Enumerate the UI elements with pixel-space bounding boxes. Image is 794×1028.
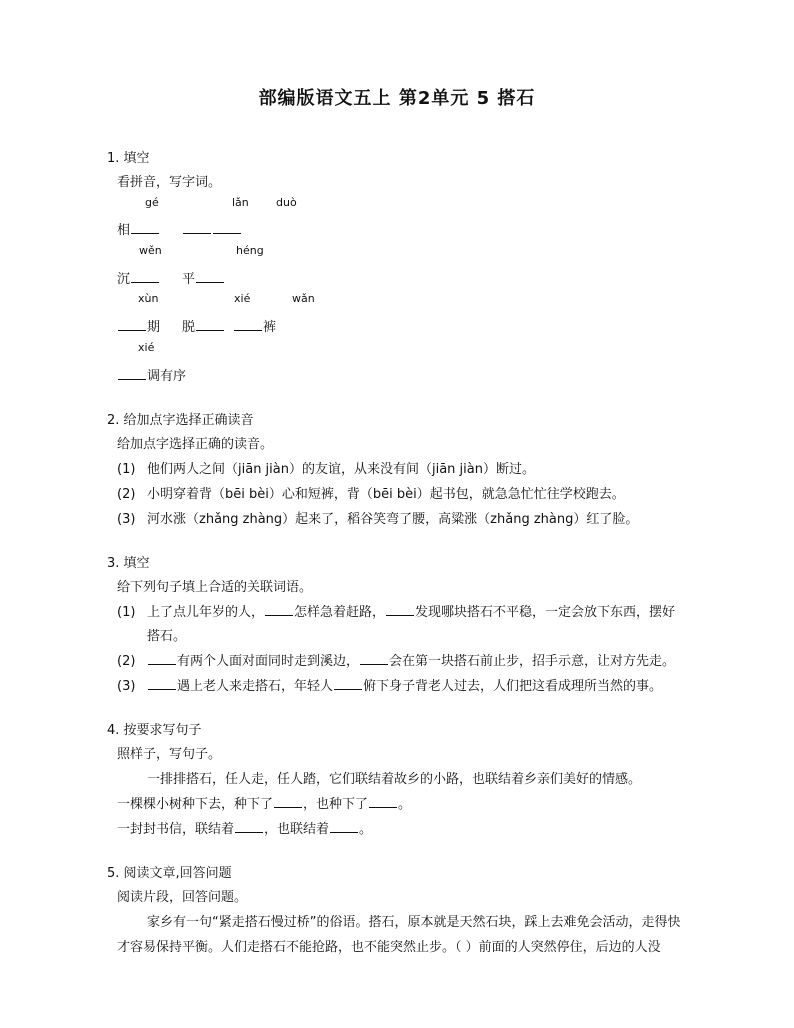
section-1-instruction: 看拼音，写字词。 bbox=[117, 175, 222, 190]
word-xiang: 相 bbox=[117, 223, 131, 238]
section-2-item-1: (1) 他们两人之间（jiān jiàn）的友谊，从来没有间（jiān jiàn）断过。 bbox=[117, 462, 535, 477]
section-4-line-2: 一封封书信，联结着 ，也联结着 。 bbox=[117, 822, 373, 837]
section-5-instruction: 阅读片段，回答问题。 bbox=[117, 890, 248, 905]
section-1-heading: 1. 填空 bbox=[107, 151, 150, 166]
blank-18[interactable] bbox=[235, 820, 263, 833]
blank-9[interactable] bbox=[118, 367, 146, 380]
section-5-passage-line-1: 家乡有一句“紧走搭石慢过桥”的俗语。搭石，原本就是天然石块，踩上去难免会活动，走得快 bbox=[147, 915, 681, 930]
section-5-passage-line-2: 才容易保持平衡。人们走搭石不能抢路，也不能突然止步。（ ）前面的人突然停住，后边的人没 bbox=[117, 940, 661, 955]
blank-8[interactable] bbox=[234, 318, 262, 331]
blank-4[interactable] bbox=[131, 270, 159, 283]
blank-1[interactable] bbox=[131, 221, 159, 234]
blank-19[interactable] bbox=[330, 820, 358, 833]
section-3-item-3: (3) 遇上老人来走搭石，年轻人 俯下身子背老人过去，人们把这看成理所当然的事。 bbox=[117, 679, 663, 694]
word-qi: 期 bbox=[147, 320, 161, 335]
pinyin-xun: xùn bbox=[138, 292, 159, 305]
blank-14[interactable] bbox=[148, 677, 176, 690]
blank-13[interactable] bbox=[360, 652, 388, 665]
word-row-1 bbox=[117, 219, 242, 238]
section-3-heading: 3. 填空 bbox=[107, 556, 150, 571]
pinyin-xie-1: xié bbox=[234, 292, 251, 305]
section-4-line-1: 一棵棵小树种下去，种下了 ，也种下了 。 bbox=[117, 797, 412, 812]
section-3-instruction: 给下列句子填上合适的关联词语。 bbox=[117, 580, 313, 595]
section-2-instruction: 给加点字选择正确的读音。 bbox=[117, 437, 274, 452]
pinyin-lan: lǎn bbox=[232, 196, 249, 209]
pinyin-xie-2: xié bbox=[138, 341, 155, 354]
section-5-heading: 5. 阅读文章,回答问题 bbox=[107, 866, 232, 881]
word-row-2 bbox=[117, 268, 225, 287]
word-tuo: 脱 bbox=[182, 320, 196, 335]
blank-17[interactable] bbox=[369, 795, 397, 808]
blank-16[interactable] bbox=[274, 795, 302, 808]
blank-15[interactable] bbox=[334, 677, 362, 690]
blank-2[interactable] bbox=[183, 221, 211, 234]
blank-3[interactable] bbox=[213, 221, 241, 234]
section-2-item-2: (2) 小明穿着背（bēi bèi）心和短裤，背（bēi bèi）起书包，就急急忙忙往学校跑去。 bbox=[117, 487, 625, 502]
blank-11[interactable] bbox=[386, 603, 414, 616]
word-tiaoyouxu: 调有序 bbox=[147, 369, 187, 384]
blank-5[interactable] bbox=[196, 270, 224, 283]
section-3-item-2: (2) 有两个人面对面同时走到溪边， 会在第一块搭石前止步，招手示意，让对方先走。 bbox=[117, 654, 676, 669]
word-ku: 裤 bbox=[263, 320, 277, 335]
pinyin-wen: wěn bbox=[139, 244, 162, 257]
section-2-item-3: (3) 河水涨（zhǎng zhàng）起来了，稻谷笑弯了腰，高粱涨（zhǎng zhàng）红了脸。 bbox=[117, 512, 639, 527]
blank-12[interactable] bbox=[148, 652, 176, 665]
word-ping: 平 bbox=[182, 272, 196, 287]
blank-6[interactable] bbox=[118, 318, 146, 331]
word-row-4 bbox=[117, 365, 186, 384]
section-2-heading: 2. 给加点字选择正确读音 bbox=[107, 413, 254, 428]
section-4-instruction: 照样子，写句子。 bbox=[117, 747, 222, 762]
section-3-item-1: (1) 上了点儿年岁的人， 怎样急着赶路， 发现哪块搭石不平稳，一定会放下东西，摆好 bbox=[117, 605, 676, 620]
page-title: 部编版语文五上 第2单元 5 搭石 bbox=[258, 88, 536, 109]
blank-7[interactable] bbox=[196, 318, 224, 331]
pinyin-ge: gé bbox=[145, 196, 159, 209]
blank-10[interactable] bbox=[265, 603, 293, 616]
pinyin-wan: wǎn bbox=[292, 292, 315, 305]
word-row-3 bbox=[117, 316, 276, 335]
pinyin-duo: duò bbox=[276, 196, 297, 209]
section-4-heading: 4. 按要求写句子 bbox=[107, 723, 202, 738]
word-chen: 沉 bbox=[117, 272, 131, 287]
section-3-item-1-cont: 搭石。 bbox=[147, 629, 187, 644]
pinyin-heng: héng bbox=[236, 244, 264, 257]
section-4-example: 一排排搭石，任人走，任人踏，它们联结着故乡的小路，也联结着乡亲们美好的情感。 bbox=[147, 772, 642, 787]
